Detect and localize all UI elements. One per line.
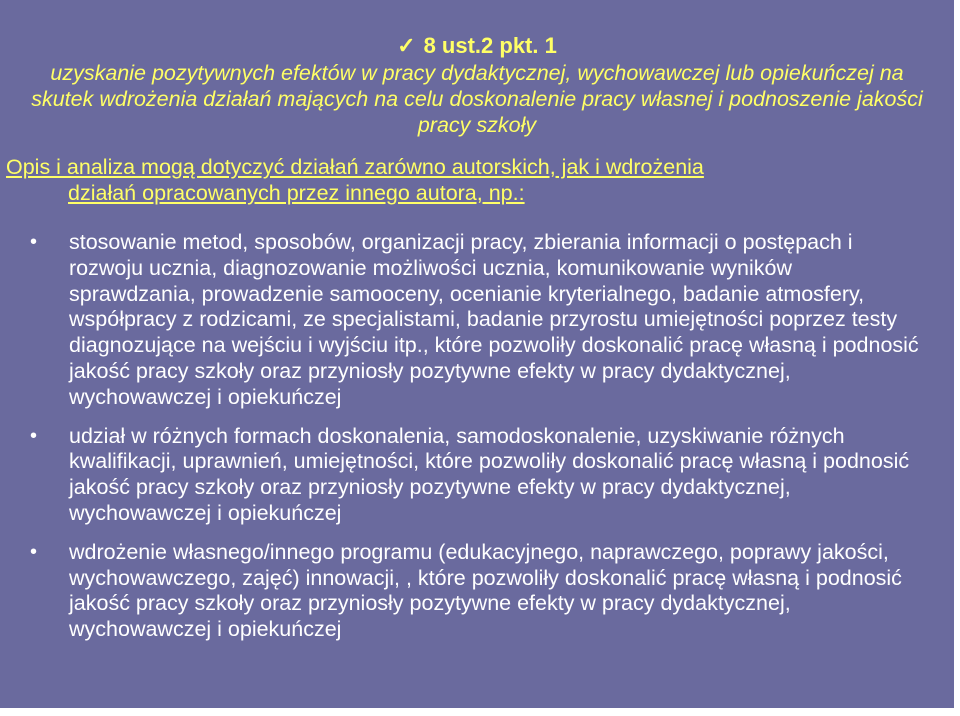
section-reference: [30, 32, 924, 60]
bullet-icon: •: [30, 231, 38, 253]
bullet-list: [0, 230, 924, 643]
list-item-text: udział w różnych formach doskonalenia, samodoskonalenie, uzyskiwanie różnych kwalifikacji, uprawnień, umiejętności, które pozwoliły doskonalić pracę własną i podnosić jakość pracy szkoły oraz przyniosły pozytywne efekty w pracy dydaktycznej, wychowawczej i opiekuńczej: [69, 423, 910, 525]
intro-line-1: Opis i analiza mogą dotyczyć działań zarówno autorskich, jak i wdrożenia: [6, 155, 704, 179]
intro-line-2: działań opracowanych przez innego autora, np.:: [68, 181, 525, 205]
list-item: [0, 424, 924, 527]
slide-heading: [0, 32, 954, 138]
intro-text: [6, 154, 914, 206]
bullet-icon: •: [30, 540, 38, 563]
section-reference-text: 8 ust.2 pkt. 1: [423, 33, 557, 58]
list-item-text: wdrożenie własnego/innego programu (edukacyjnego, naprawczego, poprawy jakości, wychowawczego, zajęć) innowacji, , które pozwoliły doskonalić pracę własną i podnosić jakość pracy szkoły oraz przyniosły pozytywne efekty w pracy dydaktycznej, wychowawczej i opiekuńczej: [69, 539, 902, 642]
list-item: [0, 540, 924, 643]
bullet-icon: •: [30, 424, 38, 447]
section-subtitle: uzyskanie pozytywnych efektów w pracy dydaktycznej, wychowawczej lub opiekuńczej na skutek wdrożenia działań mających na celu doskonalenie pracy własnej i podnoszenie jakości pracy szkoły: [31, 61, 923, 137]
list-item-text: stosowanie metod, sposobów, organizacji pracy, zbierania informacji o postępach i rozwoju ucznia, diagnozowanie możliwości ucznia, komunikowanie wyników sprawdzania, prowadzenie samooceny, ocenianie kryterialnego, badanie atmosfery, współpracy z rodzicami, ze specjalistami, badanie przyrostu umiejętności poprzez testy diagnozujące na wejściu i wyjściu itp., które pozwoliły doskonalić pracę własną i podnosić jakość pracy szkoły oraz przyniosły pozytywne efekty w pracy dydaktycznej, wychowawczej i opiekuńczej: [69, 230, 919, 409]
checkmark-icon: ✓: [397, 33, 416, 58]
list-item: [0, 230, 924, 411]
